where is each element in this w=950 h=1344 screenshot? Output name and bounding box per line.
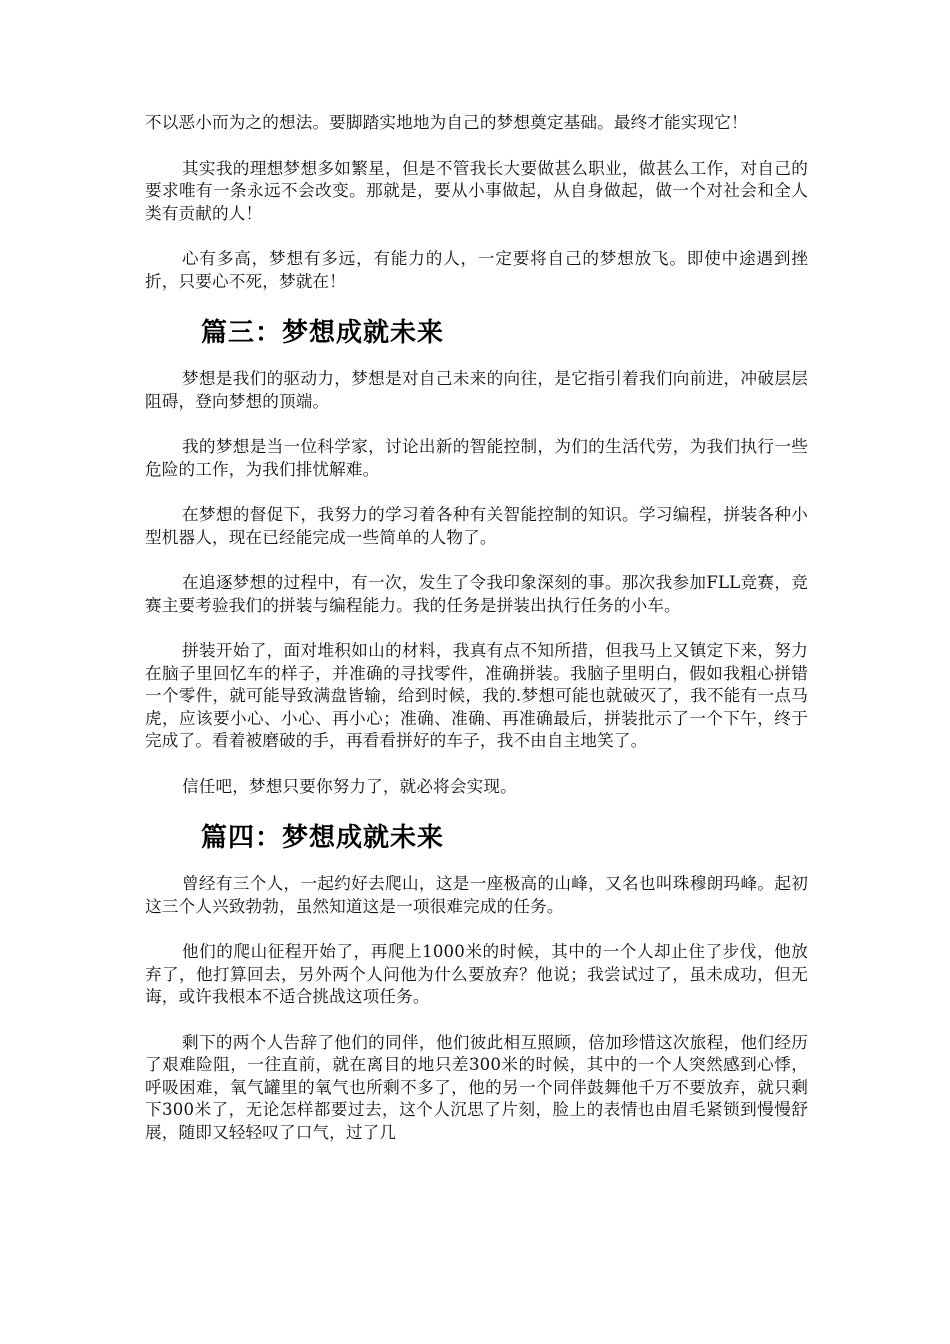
- paragraph: 不以恶小而为之的想法。要脚踏实地地为自己的梦想奠定基础。最终才能实现它！: [145, 113, 748, 132]
- paragraph: 其实我的理想梦想多如繁星，但是不管我长大要做甚么职业，做甚么工作，对自己的要求唯有一条永远不会改变。那就是，要从小事做起，从自身做起，做一个对社会和全人类有贡献的人！: [145, 158, 808, 223]
- document-page: [145, 112, 808, 1167]
- section-heading: 篇四：梦想成就未来: [201, 823, 445, 853]
- paragraph: 梦想是我们的驱动力，梦想是对自己未来的向往，是它指引着我们向前进，冲破层层阻碍，登向梦想的顶端。: [145, 369, 808, 411]
- paragraph: 心有多高，梦想有多远，有能力的人，一定要将自己的梦想放飞。即使中途遇到挫折，只要心不死，梦就在！: [145, 249, 808, 291]
- paragraph: 拼装开始了，面对堆积如山的材料，我真有点不知所措，但我马上又镇定下来，努力在脑子里回忆车的样子，并准确的寻找零件，准确拼装。我脑子里明白，假如我粗心拼错一个零件，就可能导致满盘皆输，给到时候，我的.梦想可能也就破灭了，我不能有一点马虎，应该要小心、小心、再小心；准确、准确、再准确最后，拼装批示了一个下午，终于完成了。看着被磨破的手，再看看拼好的车子，我不由自主地笑了。: [145, 641, 808, 750]
- paragraph: 我的梦想是当一位科学家，讨论出新的智能控制，为们的生活代劳，为我们执行一些危险的工作，为我们排忧解难。: [145, 437, 808, 479]
- paragraph: 在梦想的督促下，我努力的学习着各种有关智能控制的知识。学习编程，拼装各种小型机器人，现在已经能完成一些简单的人物了。: [145, 505, 808, 547]
- paragraph: 曾经有三个人，一起约好去爬山，这是一座极高的山峰，又名也叫珠穆朗玛峰。起初这三个人兴致勃勃，虽然知道这是一项很难完成的任务。: [145, 874, 808, 916]
- paragraph: 剩下的两个人告辞了他们的同伴，他们彼此相互照顾，倍加珍惜这次旅程，他们经历了艰难险阻，一往直前，就在离目的地只差300米的时候，其中的一个人突然感到心悸，呼吸困难，氧气罐里的氧气也所剩不多了，他的另一个同伴鼓舞他千万不要放弃，就只剩下300米了，无论怎样都要过去，这个人沉思了片刻，脸上的表情也由眉毛紧锁到慢慢舒展，随即又轻轻叹了口气，过了几: [145, 1032, 808, 1142]
- paragraph: 在追逐梦想的过程中，有一次，发生了令我印象深刻的事。那次我参加FLL竞赛，竞赛主要考验我们的拼装与编程能力。我的任务是拼装出执行任务的小车。: [145, 573, 808, 615]
- paragraph: 信任吧，梦想只要你努力了，就必将会实现。: [182, 776, 517, 796]
- section-heading: 篇三：梦想成就未来: [201, 318, 445, 348]
- paragraph: 他们的爬山征程开始了，再爬上1000米的时候，其中的一个人却止住了步伐，他放弃了，他打算回去，另外两个人问他为什么要放弃？他说；我尝试过了，虽未成功，但无诲，或许我根本不适合挑战这项任务。: [145, 942, 808, 1006]
